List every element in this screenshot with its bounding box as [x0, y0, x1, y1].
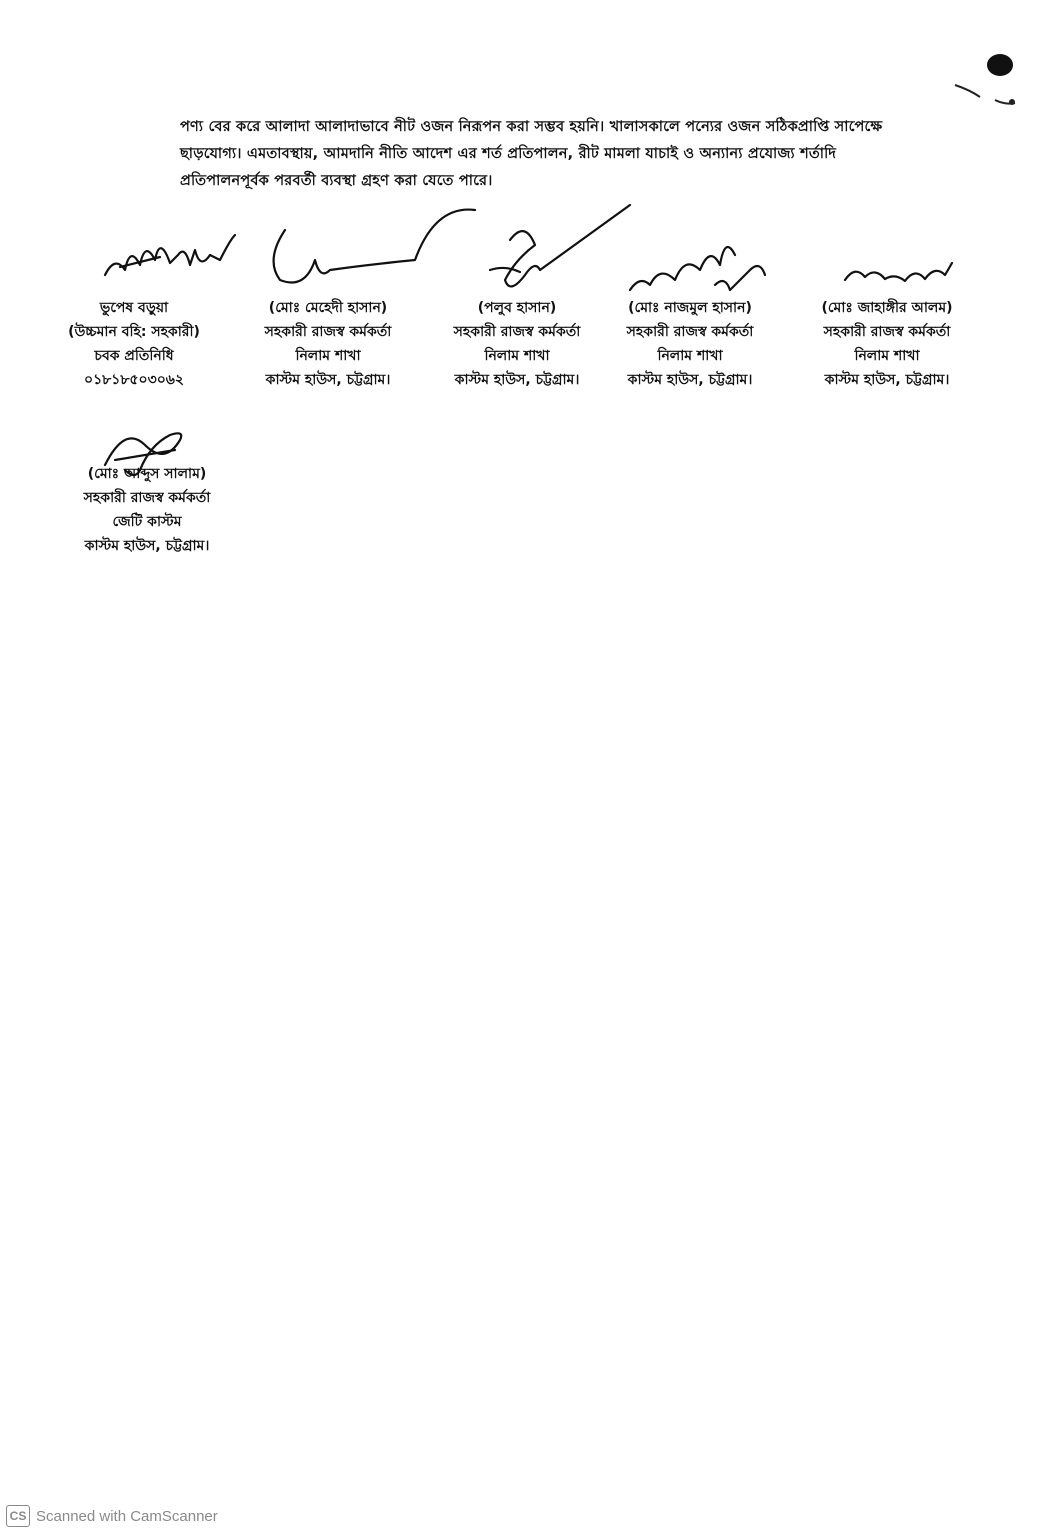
signatory-office: নিলাম শাখা — [854, 348, 920, 364]
signatory-block — [34, 296, 234, 392]
signatory-location: কাস্টম হাউস, চট্টগ্রাম। — [454, 372, 580, 388]
signatory-title: (উচ্চমান বহি: সহকারী) — [68, 324, 200, 340]
signature-5 — [840, 255, 960, 295]
signature-3 — [480, 200, 640, 310]
signatory-name: (মোঃ আব্দুস সালাম) — [87, 466, 207, 482]
camscanner-logo-icon: CS — [6, 1505, 30, 1527]
signatory-name: ভুপেষ বড়ুয়া — [99, 300, 169, 316]
signatory-office: নিলাম শাখা — [657, 348, 723, 364]
signatory-name: (মোঃ নাজমুল হাসান) — [628, 300, 752, 316]
ink-blot — [950, 45, 1030, 115]
signatory-office: নিলাম শাখা — [295, 348, 361, 364]
signatory-block — [228, 296, 428, 392]
paragraph-line: পণ্য বের করে আলাদা আলাদাভাবে নীট ওজন নিরূপন করা সম্ভব হয়নি। খালাসকালে পন্যের ওজন সঠিকপ্রাপ্তি সাপেক্ষে — [180, 119, 883, 135]
signatory-name: (মোঃ জাহাঙ্গীর আলম) — [821, 300, 953, 316]
signatory-location: কাস্টম হাউস, চট্টগ্রাম। — [84, 538, 210, 554]
camscanner-watermark — [6, 1505, 218, 1527]
signatory-location: কাস্টম হাউস, চট্টগ্রাম। — [824, 372, 950, 388]
signatory-block — [47, 462, 247, 558]
signatory-name: (পলুব হাসান) — [477, 300, 557, 316]
signatory-name: (মোঃ মেহেদী হাসান) — [268, 300, 388, 316]
paragraph-line: ছাড়যোগ্য। এমতাবস্থায়, আমদানি নীতি আদেশ এর শর্ত প্রতিপালন, রীট মামলা যাচাই ও অন্যান্য প্রযোজ্য শর্তাদি — [180, 146, 837, 162]
signatory-title: সহকারী রাজস্ব কর্মকর্তা — [83, 490, 211, 506]
signatory-title: সহকারী রাজস্ব কর্মকর্তা — [823, 324, 951, 340]
signatory-office: নিলাম শাখা — [484, 348, 550, 364]
signatory-phone: ০১৮১৮৫০৩০৬২ — [83, 372, 185, 388]
signatory-location: কাস্টম হাউস, চট্টগ্রাম। — [265, 372, 391, 388]
watermark-text: Scanned with CamScanner — [36, 1507, 218, 1525]
signature-1 — [100, 225, 240, 285]
body-paragraph — [180, 114, 955, 195]
signatory-block — [787, 296, 987, 392]
signatory-office: চবক প্রতিনিধি — [94, 348, 174, 364]
signatory-title: সহকারী রাজস্ব কর্মকর্তা — [453, 324, 581, 340]
signatory-block — [417, 296, 617, 392]
signatory-office: জেটি কাস্টম — [112, 514, 182, 530]
signatory-block — [590, 296, 790, 392]
signatory-title: সহকারী রাজস্ব কর্মকর্তা — [626, 324, 754, 340]
signature-2 — [265, 200, 485, 290]
signature-4 — [620, 225, 770, 305]
signatory-location: কাস্টম হাউস, চট্টগ্রাম। — [627, 372, 753, 388]
signatory-title: সহকারী রাজস্ব কর্মকর্তা — [264, 324, 392, 340]
paragraph-line: প্রতিপালনপূর্বক পরবর্তী ব্যবস্থা গ্রহণ করা যেতে পারে। — [180, 173, 493, 189]
